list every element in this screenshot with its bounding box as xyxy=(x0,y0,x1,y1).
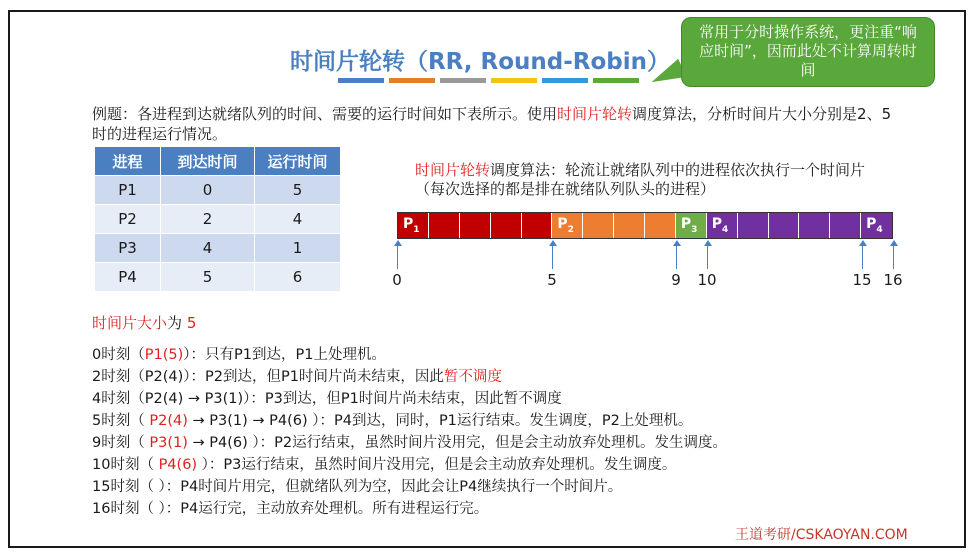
timeline-arrow xyxy=(676,243,677,269)
cell-burst: 6 xyxy=(255,263,341,292)
event-line xyxy=(92,476,727,498)
timeline-arrow xyxy=(552,243,553,269)
rr-highlight: 时间片轮转 xyxy=(415,161,491,179)
callout-note: 常用于分时操作系统，更注重“响应时间”，因而此处不计算周转时间 xyxy=(681,17,935,87)
event-text: 2时刻（P2(4)）：P2到达，但P1时间片尚未结束，因此 xyxy=(92,369,444,385)
footer-brand: 王道考研/CSKAOYAN.COM xyxy=(735,527,908,543)
event-text: → P3(1) → P4(6) ）：P4到达，同时，P1运行结束。发生调度，P2上处理机。 xyxy=(187,413,693,429)
event-text: ）：只有P1到达，P1上处理机。 xyxy=(183,347,386,363)
timeline-tick-label: 15 xyxy=(852,271,872,289)
title-bar-swatch xyxy=(542,78,588,83)
timeline-arrow xyxy=(707,243,708,269)
gantt-cell xyxy=(861,213,892,238)
cell-arrival: 2 xyxy=(161,205,255,234)
cell-burst: 1 xyxy=(255,234,341,263)
event-line xyxy=(92,454,727,476)
gantt-cell xyxy=(583,213,614,238)
event-text: P2(4) xyxy=(149,413,188,429)
quantum-size xyxy=(92,312,196,333)
gantt-cell xyxy=(614,213,645,238)
gantt-cell xyxy=(830,213,861,238)
gantt-cell xyxy=(676,213,707,238)
event-text: 15时刻（ ）：P4时间片用完，但就绪队列为空，因此会让P4继续执行一个时间片。 xyxy=(92,479,623,495)
quantum-mid: 为 xyxy=(167,314,183,332)
timeline-tick-label: 10 xyxy=(697,271,717,289)
gantt-cell xyxy=(460,213,491,238)
event-text: → P4(6) ）：P2运行结束，虽然时间片没用完，但是会主动放弃处理机。发生调度。 xyxy=(187,435,728,451)
title-bar-swatch xyxy=(338,78,384,83)
event-text: P3(1) xyxy=(149,435,188,451)
title-bar-swatch xyxy=(440,78,486,83)
event-text: P1(5) xyxy=(144,347,184,363)
table-row xyxy=(95,263,341,292)
title-bar-swatch xyxy=(491,78,537,83)
rr-text: 调度算法：轮流让就绪队列中的进程依次执行一个时间片（每次选择的都是排在就绪队列队头的进程） xyxy=(415,161,866,198)
gantt-process-label: $P_2$ xyxy=(557,216,574,235)
gantt-cell xyxy=(522,213,553,238)
cell-arrival: 4 xyxy=(161,234,255,263)
gantt-cell xyxy=(491,213,522,238)
gantt-cell xyxy=(799,213,830,238)
event-line xyxy=(92,410,727,432)
event-text: 10时刻（ xyxy=(92,457,159,473)
gantt-cell xyxy=(552,213,583,238)
event-line xyxy=(92,432,727,454)
timeline-tick-label: 9 xyxy=(671,271,681,289)
cell-process: P4 xyxy=(95,263,161,292)
event-line xyxy=(92,344,727,366)
event-text: 5时刻（ xyxy=(92,413,150,429)
gantt-process-label: $P_3$ xyxy=(680,216,698,235)
table-row xyxy=(95,176,341,205)
cell-process: P2 xyxy=(95,205,161,234)
intro-part2: 调度算法，分析时间片大小分别是2、5时的进程运行情况。 xyxy=(92,105,892,143)
event-text: 16时刻（ ）：P4运行完，主动放弃处理机。所有进程运行完。 xyxy=(92,501,489,517)
intro-highlight: 时间片轮转 xyxy=(557,105,633,123)
timeline-arrow xyxy=(397,243,398,269)
cell-process: P1 xyxy=(95,176,161,205)
table-row xyxy=(95,234,341,263)
gantt-cell xyxy=(738,213,769,238)
event-text: ）：P3运行结束，虽然时间片没用完，但是会主动放弃处理机。发生调度。 xyxy=(197,457,677,473)
quantum-value: 5 xyxy=(186,314,197,332)
gantt-cell xyxy=(429,213,460,238)
cell-burst: 4 xyxy=(255,205,341,234)
cell-arrival: 5 xyxy=(161,263,255,292)
event-text: P4(6) xyxy=(158,457,198,473)
slide-title: 时间片轮转（RR, Round-Robin） xyxy=(289,49,671,75)
event-text: 暂不调度 xyxy=(443,369,502,385)
timeline-arrow xyxy=(893,243,894,269)
event-line xyxy=(92,498,727,520)
header-process: 进程 xyxy=(95,147,161,176)
header-burst: 运行时间 xyxy=(255,147,341,176)
gantt-process-label: $P_4$ xyxy=(711,216,729,235)
event-text: 0时刻（ xyxy=(92,347,145,363)
table-row xyxy=(95,205,341,234)
gantt-process-label: $P_1$ xyxy=(403,216,420,235)
cell-burst: 5 xyxy=(255,176,341,205)
gantt-cell xyxy=(645,213,676,238)
gantt-cell xyxy=(769,213,800,238)
cell-process: P3 xyxy=(95,234,161,263)
intro-part1: 例题：各进程到达就绪队列的时间、需要的运行时间如下表所示。使用 xyxy=(92,105,558,123)
timeline-tick-label: 16 xyxy=(883,271,903,289)
title-bar-swatch xyxy=(389,78,435,83)
timeline-tick-label: 5 xyxy=(547,271,557,289)
gantt-cell xyxy=(398,213,429,238)
title-color-bar xyxy=(338,78,639,83)
timeline-arrow xyxy=(862,243,863,269)
event-text: 9时刻（ xyxy=(92,435,150,451)
quantum-label: 时间片大小 xyxy=(92,314,168,332)
cell-arrival: 0 xyxy=(161,176,255,205)
event-text: 4时刻（P2(4) → P3(1)）：P3到达，但P1时间片尚未结束，因此暂不调度 xyxy=(92,391,562,407)
timeline-tick-label: 0 xyxy=(392,271,402,289)
gantt-chart xyxy=(397,212,893,239)
rr-description xyxy=(415,161,895,199)
event-line xyxy=(92,366,727,388)
gantt-cell xyxy=(707,213,738,238)
process-table xyxy=(94,146,341,292)
header-arrival: 到达时间 xyxy=(161,147,255,176)
title-bar-swatch xyxy=(593,78,639,83)
table-header-row xyxy=(95,147,341,176)
event-line xyxy=(92,388,727,410)
intro-text xyxy=(92,104,892,144)
gantt-process-label: $P_4$ xyxy=(866,216,883,235)
event-list xyxy=(92,344,727,520)
